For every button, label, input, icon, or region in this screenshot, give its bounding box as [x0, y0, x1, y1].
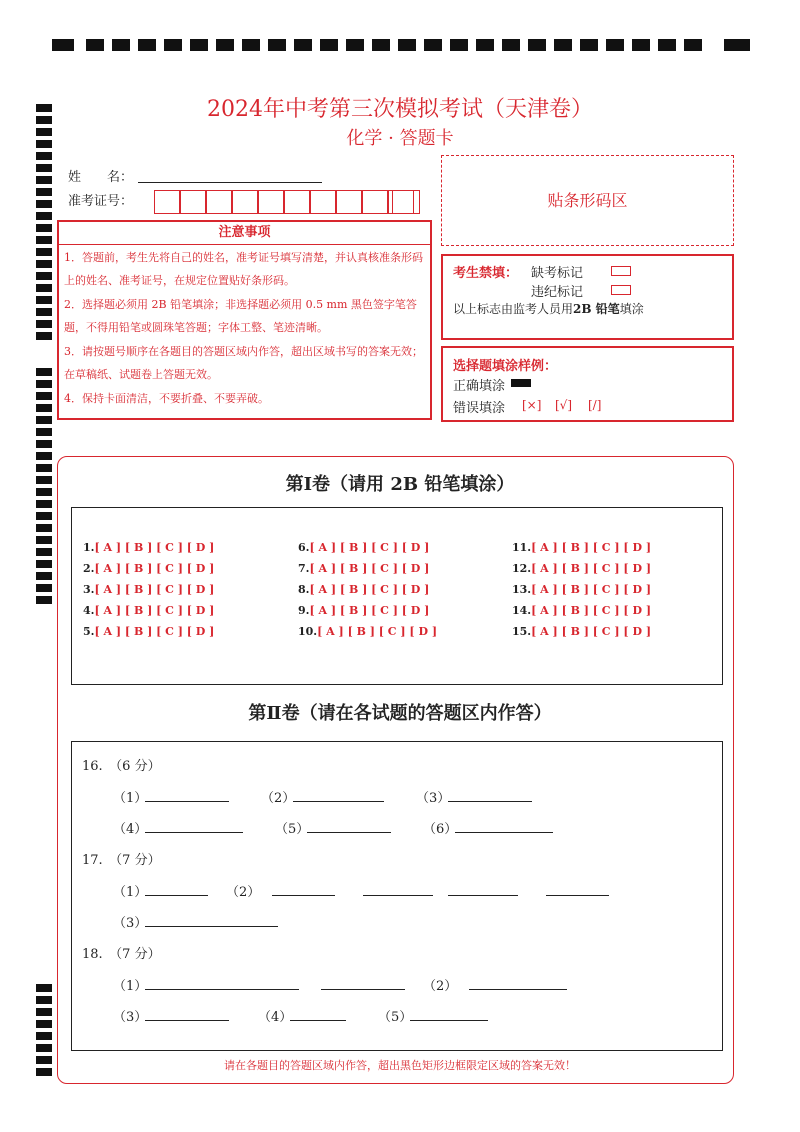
q16-blank-2[interactable]: [293, 801, 384, 802]
q17-blank-5[interactable]: [546, 895, 609, 896]
choice-row[interactable]: 13.[ A ] [ B ] [ C ] [ D ]: [512, 583, 652, 596]
choice-row[interactable]: 12.[ A ] [ B ] [ C ] [ D ]: [512, 562, 652, 575]
q16-sub-4: （4）: [113, 822, 148, 837]
choice-row[interactable]: 1.[ A ] [ B ] [ C ] [ D ]: [83, 541, 215, 554]
choice-row[interactable]: 11.[ A ] [ B ] [ C ] [ D ]: [512, 541, 652, 554]
prohibit-note: 以上标志由监考人员用2B 铅笔填涂: [453, 302, 644, 316]
q18-sub-2: （2）: [423, 979, 458, 994]
q16-sub-1: （1）: [113, 791, 148, 806]
notice-title: 注意事项: [59, 222, 430, 245]
q18-sub-4: （4）: [258, 1010, 293, 1025]
q18-sub-1: （1）: [113, 979, 148, 994]
q16-blank-5[interactable]: [307, 832, 391, 833]
name-label: 姓 名：: [68, 170, 134, 185]
q18-blank-2[interactable]: [321, 989, 405, 990]
part2-title: 第Ⅱ卷（请在各试题的答题区内作答）: [248, 703, 552, 724]
q16-blank-6[interactable]: [455, 832, 553, 833]
q17-blank-4[interactable]: [448, 895, 518, 896]
notice-item-1: 1．答题前，考生先将自己的姓名，准考证号填写清楚，并认真核准条形码上的姓名、准考证号，在规定位置贴好条形码。: [64, 251, 423, 287]
barcode-label: 贴条形码区: [547, 191, 628, 210]
q18-blank-4[interactable]: [145, 1020, 229, 1021]
footer-note: 请在各题目的答题区域内作答，超出黑色矩形边框限定区域的答案无效！: [224, 1059, 576, 1072]
violation-mark-box[interactable]: [611, 285, 631, 295]
choice-row[interactable]: 3.[ A ] [ B ] [ C ] [ D ]: [83, 583, 215, 596]
q16-sub-2: （2）: [261, 791, 296, 806]
q16-label: 16. （6 分）: [82, 759, 161, 774]
violation-label: 违纪标记: [531, 285, 584, 300]
q16-blank-3[interactable]: [448, 801, 532, 802]
choice-row[interactable]: 10.[ A ] [ B ] [ C ] [ D ]: [298, 625, 438, 638]
q17-blank-2[interactable]: [272, 895, 335, 896]
fill-example-title: 选择题填涂样例：: [453, 359, 558, 374]
absent-mark-box[interactable]: [611, 266, 631, 276]
q17-blank-6[interactable]: [145, 926, 278, 927]
q16-sub-3: （3）: [416, 791, 451, 806]
choice-row[interactable]: 15.[ A ] [ B ] [ C ] [ D ]: [512, 625, 652, 638]
prohibit-label: 考生禁填：: [453, 266, 519, 281]
correct-fill-label: 正确填涂: [453, 379, 506, 394]
wrong-mark-slash: [/]: [588, 398, 602, 412]
q17-blank-3[interactable]: [363, 895, 433, 896]
q18-sub-3: （3）: [113, 1010, 148, 1025]
q18-blank-3[interactable]: [469, 989, 567, 990]
q16-blank-1[interactable]: [145, 801, 229, 802]
exam-subtitle: 化学 · 答题卡: [346, 128, 454, 149]
choice-row[interactable]: 8.[ A ] [ B ] [ C ] [ D ]: [298, 583, 430, 596]
free-answer-box: [71, 741, 723, 1051]
part1-title: 第Ⅰ卷（请用 2B 铅笔填涂）: [285, 474, 515, 495]
choice-row[interactable]: 2.[ A ] [ B ] [ C ] [ D ]: [83, 562, 215, 575]
choice-box: [71, 507, 723, 685]
q17-sub-1: （1）: [113, 885, 148, 900]
q17-blank-1[interactable]: [145, 895, 208, 896]
notice-item-3: 3．请按题号顺序在各题目的答题区域内作答，超出区域书写的答案无效；在草稿纸、试题卷上答题无效。: [64, 345, 423, 381]
choice-row[interactable]: 4.[ A ] [ B ] [ C ] [ D ]: [83, 604, 215, 617]
correct-fill-sample: [511, 379, 531, 387]
q18-blank-6[interactable]: [410, 1020, 488, 1021]
q17-sub-3: （3）: [113, 916, 148, 931]
q18-blank-5[interactable]: [290, 1020, 346, 1021]
absent-label: 缺考标记: [531, 266, 584, 281]
choice-row[interactable]: 6.[ A ] [ B ] [ C ] [ D ]: [298, 541, 430, 554]
q16-sub-6: （6）: [423, 822, 458, 837]
id-label: 准考证号：: [68, 194, 134, 209]
wrong-mark-x: [×]: [522, 398, 542, 412]
q17-sub-2: （2）: [226, 885, 261, 900]
wrong-mark-check: [√]: [555, 398, 573, 412]
choice-row[interactable]: 5.[ A ] [ B ] [ C ] [ D ]: [83, 625, 215, 638]
q17-label: 17. （7 分）: [82, 853, 161, 868]
name-field[interactable]: [138, 182, 322, 183]
choice-row[interactable]: 9.[ A ] [ B ] [ C ] [ D ]: [298, 604, 430, 617]
notice-item-2: 2．选择题必须用 2B 铅笔填涂；非选择题必须用 0.5 mm 黑色签字笔答题，不得用铅笔或圆珠笔答题；字体工整、笔迹清晰。: [64, 298, 417, 334]
q16-sub-5: （5）: [275, 822, 310, 837]
wrong-fill-label: 错误填涂: [453, 401, 506, 416]
q18-sub-5: （5）: [378, 1010, 413, 1025]
q18-label: 18. （7 分）: [82, 947, 161, 962]
exam-title: 2024年中考第三次模拟考试（天津卷）: [207, 97, 593, 122]
q18-blank-1[interactable]: [145, 989, 299, 990]
notice-item-4: 4．保持卡面清洁，不要折叠、不要弄破。: [64, 392, 269, 405]
choice-row[interactable]: 7.[ A ] [ B ] [ C ] [ D ]: [298, 562, 430, 575]
choice-row[interactable]: 14.[ A ] [ B ] [ C ] [ D ]: [512, 604, 652, 617]
barcode-area: [441, 155, 734, 246]
q16-blank-4[interactable]: [145, 832, 243, 833]
